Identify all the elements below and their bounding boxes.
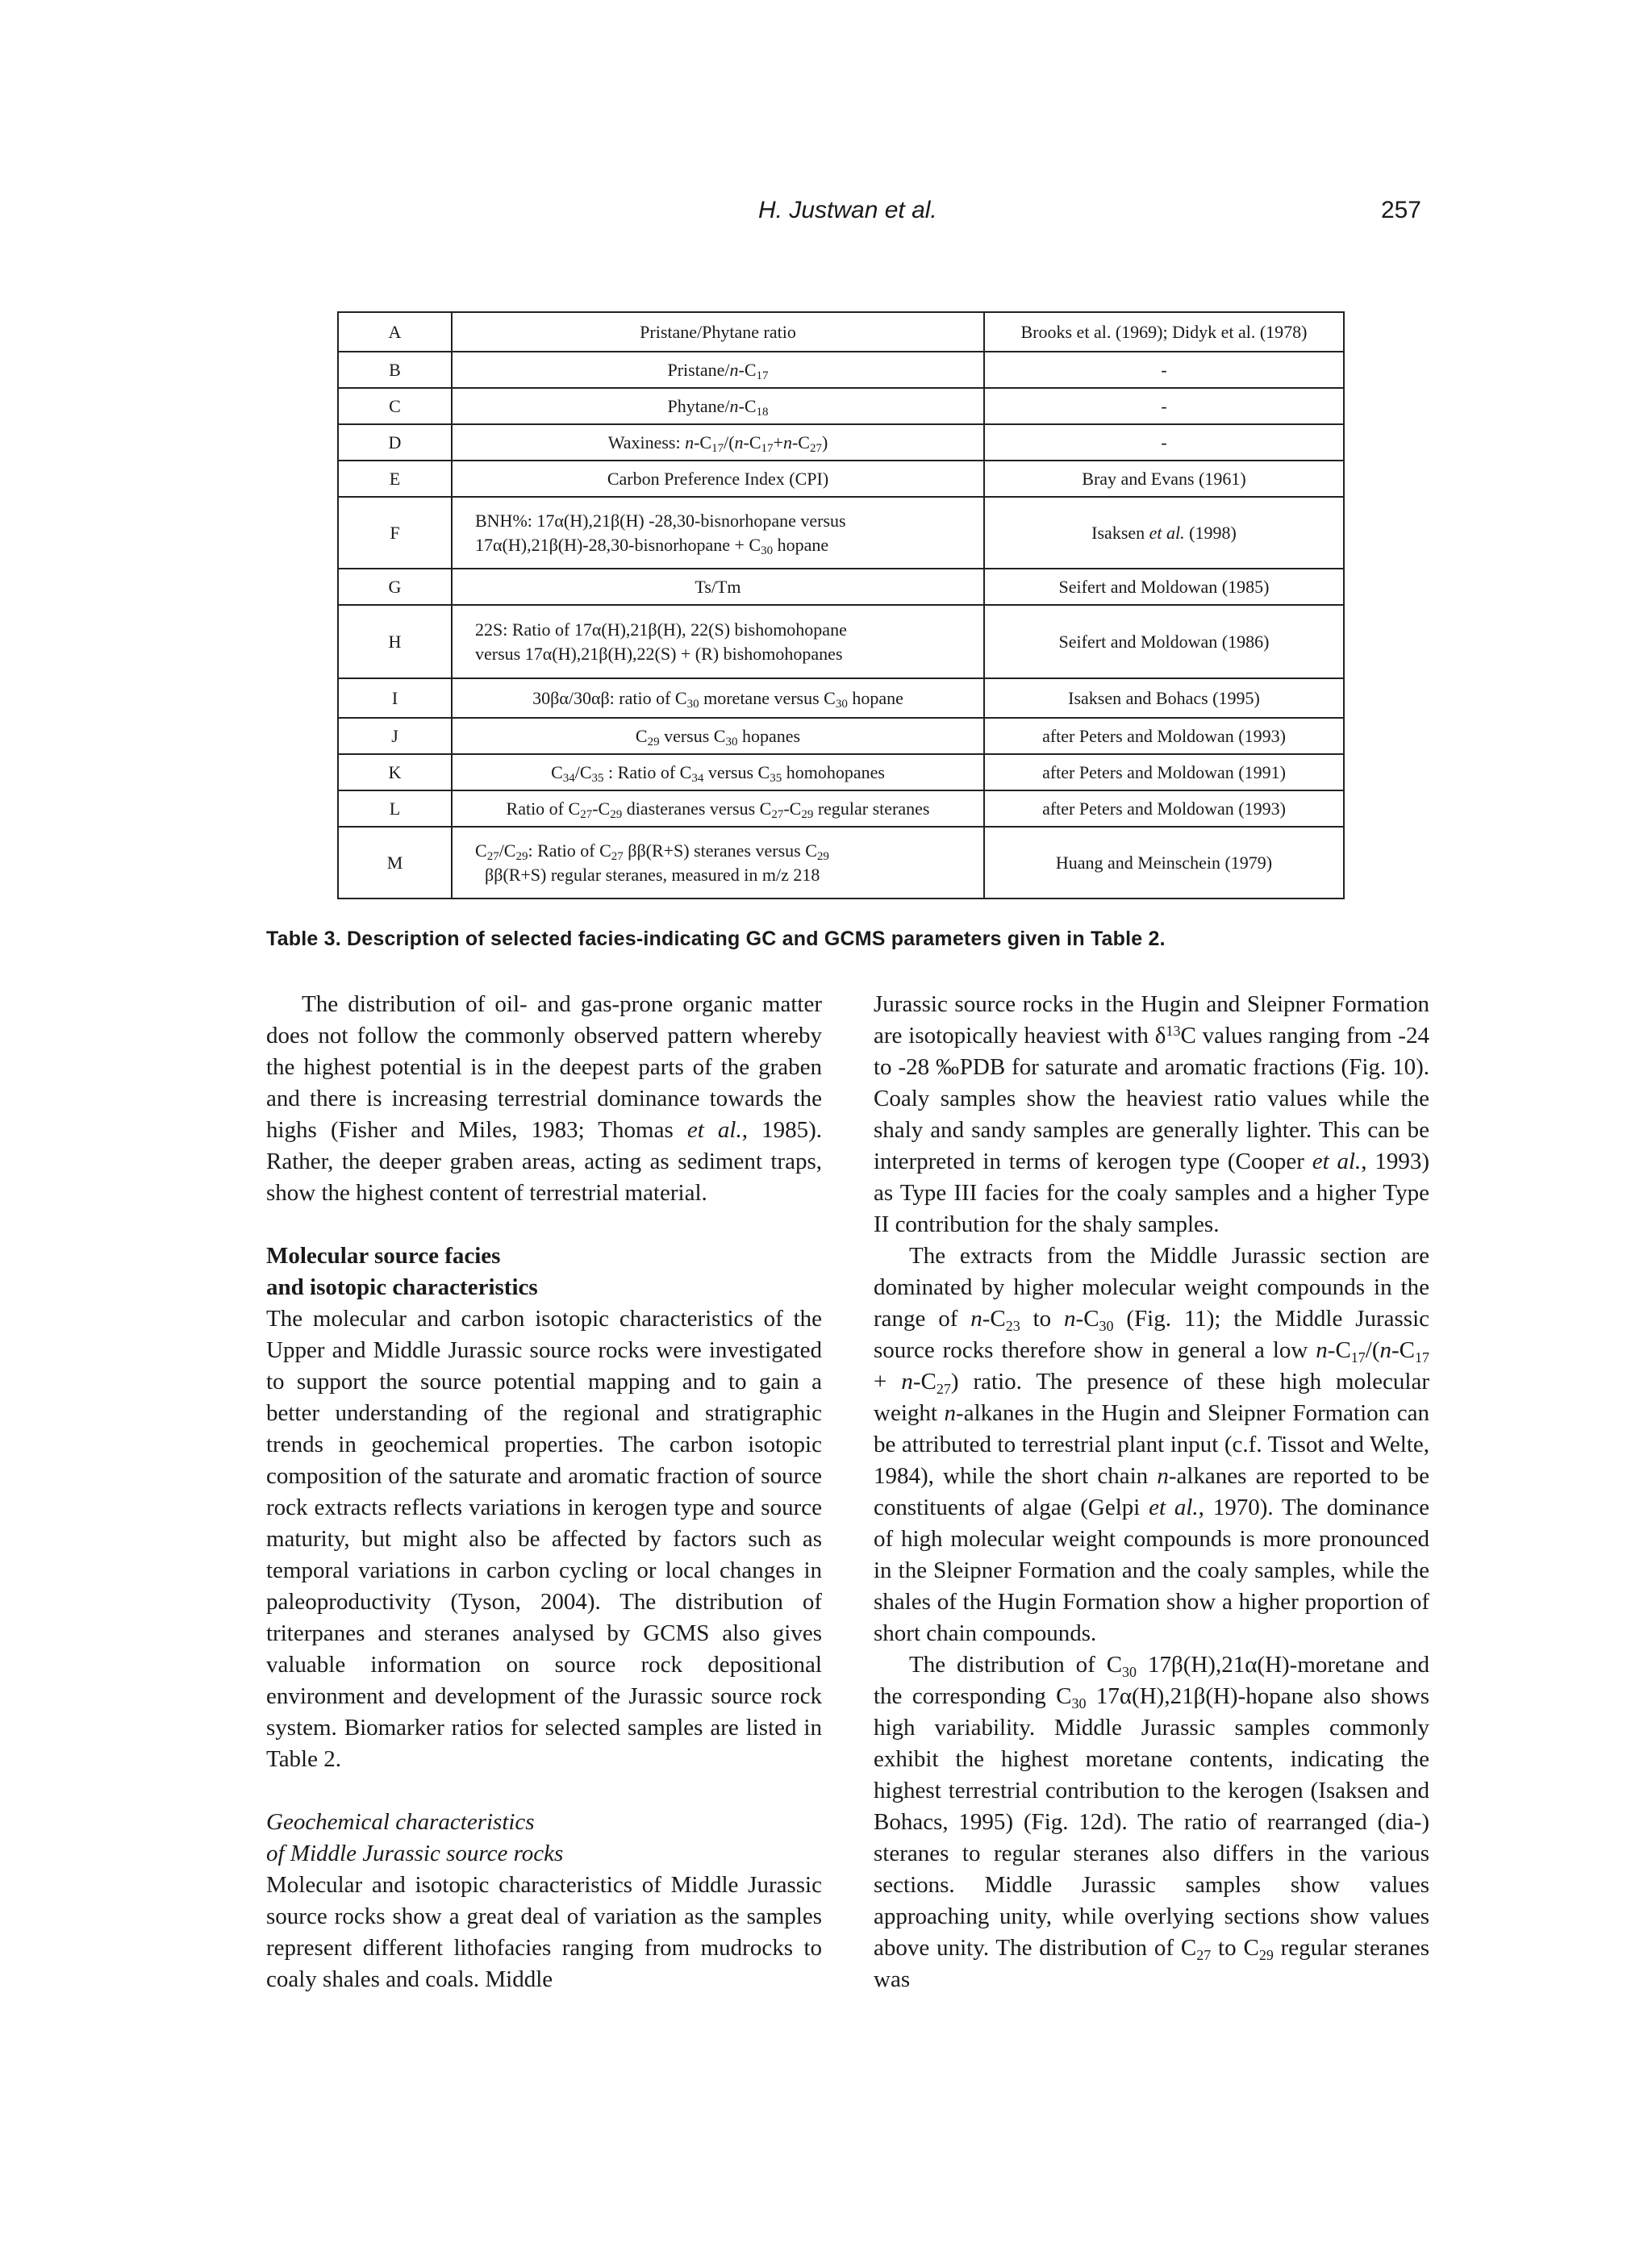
row-parameter: 22S: Ratio of 17α(H),21β(H), 22(S) bishomohopane versus 17α(H),21β(H),22(S) + (R) bishomohopanes — [452, 605, 984, 678]
table-caption: Table 3. Description of selected facies-indicating GC and GCMS parameters given in Table 2. — [266, 928, 1166, 950]
body-paragraph: The extracts from the Middle Jurassic section are dominated by higher molecular weight compounds in the range of $n-C_{23}$ to $n-C_{30}$ (Fig. 11); the Middle Jurassic source rocks therefore show in general a low $n-C_{17}/(n-C_{17} + n-C_{27})$ ratio. The presence of these high molecular weight n-alkanes in the Hugin and Sleipner Formation can be attributed to terrestrial plant input (c.f. Tissot and Welte, 1984), while the short chain n-alkanes are reported to be constituents of algae (Gelpi et al., 1970). The dominance of high molecular weight compounds is more pronounced in the Sleipner Formation and the coaly samples, while the shales of the Hugin Formation show a higher proportion of short chain compounds. — [874, 1243, 1430, 1646]
table-row — [338, 605, 1344, 678]
row-reference: - — [984, 352, 1344, 388]
row-parameter: Ts/Tm — [452, 569, 984, 605]
row-parameter: Ratio of $C_{27}-C_{29}$ diasteranes versus $C_{27}-C_{29}$ regular steranes — [452, 790, 984, 827]
table-row — [338, 678, 1344, 718]
table-row — [338, 718, 1344, 754]
body-paragraph: Molecular and isotopic characteristics of Middle Jurassic source rocks show a great deal of variation as the samples represent different lithofacies ranging from mudrocks to coaly shales and coals. Middle — [266, 1872, 822, 1992]
row-reference: after Peters and Moldowan (1993) — [984, 790, 1344, 827]
row-reference: Seifert and Moldowan (1986) — [984, 605, 1344, 678]
right-text-column — [874, 989, 1429, 1995]
row-letter: I — [338, 678, 452, 718]
row-parameter: 30βα/30αβ: ratio of $C_{30}$ moretane versus $C_{30}$ hopane — [452, 678, 984, 718]
body-paragraph: Jurassic source rocks in the Hugin and Sleipner Formation are isotopically heaviest with $\delta^{13}C$ values ranging from -24 to -28 ‰PDB for saturate and aromatic fractions (Fig. 10). Coaly samples show the heaviest ratio values while the shaly and sandy samples are generally lighter. This can be interpreted in terms of kerogen type (Cooper et al., 1993) as Type III facies for the coaly samples and a higher Type II contribution for the shaly samples. — [874, 991, 1429, 1237]
page-number: 257 — [1380, 197, 1421, 223]
row-reference: Bray and Evans (1961) — [984, 461, 1344, 497]
row-parameter: $C_{34}/C_{35}$ : Ratio of $C_{34}$ versus $C_{35}$ homohopanes — [452, 754, 984, 790]
table-row — [338, 790, 1344, 827]
table-row — [338, 388, 1344, 424]
row-parameter: $C_{29}$ versus $C_{30}$ hopanes — [452, 718, 984, 754]
row-letter: L — [338, 790, 452, 827]
row-letter: C — [338, 388, 452, 424]
row-letter: D — [338, 424, 452, 461]
row-reference: Brooks et al. (1969); Didyk et al. (1978) — [984, 312, 1344, 352]
table-row — [338, 312, 1344, 352]
row-letter: B — [338, 352, 452, 388]
row-letter: M — [338, 827, 452, 899]
row-reference: after Peters and Moldowan (1991) — [984, 754, 1344, 790]
running-head: H. Justwan et al. — [758, 197, 937, 223]
table-row — [338, 497, 1344, 569]
parameters-table — [337, 311, 1345, 899]
row-reference: Isaksen and Bohacs (1995) — [984, 678, 1344, 718]
row-letter: G — [338, 569, 452, 605]
table-row — [338, 424, 1344, 461]
table-row — [338, 461, 1344, 497]
subsection-heading: Geochemical characteristics of Middle Jurassic source rocks — [266, 1809, 564, 1866]
left-text-column — [266, 989, 822, 1995]
row-letter: F — [338, 497, 452, 569]
section-heading: Molecular source facies and isotopic characteristics — [266, 1243, 538, 1300]
row-parameter: Phytane/$n-C_{18}$ — [452, 388, 984, 424]
table-row — [338, 754, 1344, 790]
table-row — [338, 827, 1344, 899]
body-paragraph: The distribution of oil- and gas-prone organic matter does not follow the commonly observed pattern whereby the highest potential is in the deepest parts of the graben and there is increasing terrestrial dominance towards the highs (Fisher and Miles, 1983; Thomas et al., 1985). Rather, the deeper graben areas, acting as sediment traps, show the highest content of terrestrial material. — [266, 991, 822, 1206]
body-paragraph: The distribution of $C_{30}$ 17β(H),21α(H)-moretane and the corresponding $C_{30}$ 17α(H),21β(H)-hopane also shows high variability. Middle Jurassic samples commonly exhibit the highest moretane contents, indicating the highest terrestrial contribution to the kerogen (Isaksen and Bohacs, 1995) (Fig. 12d). The ratio of rearranged (dia-) steranes to regular steranes also differs in the various sections. Middle Jurassic samples show values approaching unity, while overlying sections show values above unity. The distribution of $C_{27}$ to $C_{29}$ regular steranes was — [874, 1652, 1430, 1992]
row-reference: - — [984, 424, 1344, 461]
row-reference: - — [984, 388, 1344, 424]
row-letter: J — [338, 718, 452, 754]
body-paragraph: The molecular and carbon isotopic characteristics of the Upper and Middle Jurassic source rocks were investigated to support the source potential mapping and to gain a better understanding of the regional and stratigraphic trends in geochemical properties. The carbon isotopic composition of the saturate and aromatic fraction of source rock extracts reflects variations in kerogen type and source maturity, but might also be affected by factors such as temporal variations in carbon cycling or local changes in paleoproductivity (Tyson, 2004). The distribution of triterpanes and steranes analysed by GCMS also gives valuable information on source rock depositional environment and development of the Jurassic source rock system. Biomarker ratios for selected samples are listed in Table 2. — [266, 1306, 822, 1772]
row-reference: Isaksen et al. (1998) — [984, 497, 1344, 569]
row-parameter: Waxiness: $n-C_{17}/(n-C_{17}+n-C_{27})$ — [452, 424, 984, 461]
table-row — [338, 569, 1344, 605]
row-reference: Seifert and Moldowan (1985) — [984, 569, 1344, 605]
row-reference: after Peters and Moldowan (1993) — [984, 718, 1344, 754]
row-letter: A — [338, 312, 452, 352]
row-parameter: BNH%: 17α(H),21β(H) -28,30-bisnorhopane versus 17α(H),21β(H)-28,30-bisnorhopane + $C_{30}$ hopane — [452, 497, 984, 569]
table-row — [338, 352, 1344, 388]
row-parameter: Pristane/Phytane ratio — [452, 312, 984, 352]
row-parameter: Carbon Preference Index (CPI) — [452, 461, 984, 497]
row-parameter: Pristane/$n-C_{17}$ — [452, 352, 984, 388]
row-parameter: $C_{27}/C_{29}$: Ratio of $C_{27}$ ββ(R+S) steranes versus $C_{29}$ ββ(R+S) regular steranes, measured in m/z 218 — [452, 827, 984, 899]
row-reference: Huang and Meinschein (1979) — [984, 827, 1344, 899]
row-letter: E — [338, 461, 452, 497]
row-letter: K — [338, 754, 452, 790]
row-letter: H — [338, 605, 452, 678]
